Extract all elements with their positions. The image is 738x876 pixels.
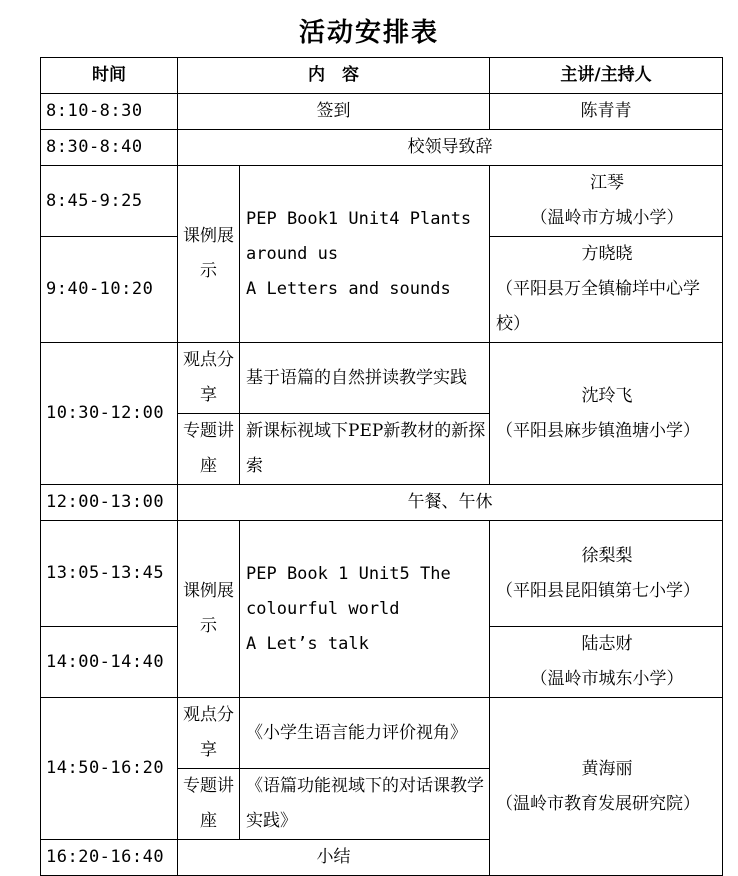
time-cell: 12:00-13:00 <box>41 485 178 521</box>
table-row <box>41 485 723 521</box>
content-cell: 新课标视域下PEP新教材的新探索 <box>240 414 490 485</box>
speaker-name: 陆志财 <box>581 634 633 654</box>
table-row <box>41 130 723 166</box>
content-line: A Letters and sounds <box>246 278 451 299</box>
header-time: 时间 <box>41 58 178 94</box>
content-line: A Let’s talk <box>246 633 369 654</box>
table-row <box>41 521 723 627</box>
table-row <box>41 343 723 414</box>
speaker-affiliation: （温岭市城东小学） <box>530 669 684 689</box>
time-cell: 9:40-10:20 <box>41 237 178 343</box>
speaker-cell: 陈青青 <box>490 94 723 130</box>
time-cell: 14:50-16:20 <box>41 698 178 840</box>
content-cell: 签到 <box>178 94 490 130</box>
category-cell: 专题讲座 <box>178 769 240 840</box>
time-cell: 14:00-14:40 <box>41 627 178 698</box>
speaker-cell <box>490 166 723 237</box>
table-row <box>41 58 723 94</box>
page-title: 活动安排表 <box>298 18 439 48</box>
speaker-name: 徐梨梨 <box>581 545 633 566</box>
speaker-affiliation: （平阳县麻步镇渔塘小学） <box>496 420 700 441</box>
speaker-name: 黄海丽 <box>581 758 633 779</box>
time-cell: 8:45-9:25 <box>41 166 178 237</box>
content-cell <box>240 166 490 343</box>
content-cell: 午餐、午休 <box>178 485 723 521</box>
time-cell: 16:20-16:40 <box>41 840 178 876</box>
speaker-affiliation: （温岭市方城小学） <box>530 208 684 228</box>
category-cell: 课例展示 <box>178 166 240 343</box>
speaker-cell <box>490 627 723 698</box>
speaker-name: 方晓晓 <box>581 244 633 264</box>
header-content: 内 容 <box>178 58 490 94</box>
content-cell: 小结 <box>178 840 490 876</box>
content-line: PEP Book1 Unit4 Plants <box>246 208 472 229</box>
time-cell: 8:30-8:40 <box>41 130 178 166</box>
content-cell: 基于语篇的自然拼读教学实践 <box>240 343 490 414</box>
table-row <box>41 698 723 769</box>
header-speaker: 主讲/主持人 <box>490 58 723 94</box>
speaker-cell <box>490 343 723 485</box>
time-cell: 10:30-12:00 <box>41 343 178 485</box>
category-cell: 专题讲座 <box>178 414 240 485</box>
content-line: around us <box>246 243 339 264</box>
table-row <box>41 166 723 237</box>
time-cell: 13:05-13:45 <box>41 521 178 627</box>
time-cell: 8:10-8:30 <box>41 94 178 130</box>
speaker-cell <box>490 698 723 876</box>
content-cell: 校领导致辞 <box>178 130 723 166</box>
category-cell: 观点分享 <box>178 343 240 414</box>
speaker-cell <box>490 237 723 343</box>
content-cell: 《小学生语言能力评价视角》 <box>240 698 490 769</box>
speaker-affiliation: （温岭市教育发展研究院） <box>496 793 700 814</box>
speaker-affiliation: （平阳县昆阳镇第七小学） <box>496 580 700 601</box>
content-cell <box>240 521 490 698</box>
content-line: PEP Book 1 Unit5 The <box>246 563 451 584</box>
category-cell: 观点分享 <box>178 698 240 769</box>
speaker-name: 沈玲飞 <box>581 385 633 406</box>
table-row <box>41 94 723 130</box>
content-cell: 《语篇功能视域下的对话课教学实践》 <box>240 769 490 840</box>
speaker-name: 江琴 <box>590 173 624 193</box>
schedule-table <box>40 57 723 876</box>
speaker-cell <box>490 521 723 627</box>
content-line: colourful world <box>246 598 400 619</box>
speaker-affiliation: （平阳县万全镇榆垟中心学校） <box>496 279 700 334</box>
category-cell: 课例展示 <box>178 521 240 698</box>
